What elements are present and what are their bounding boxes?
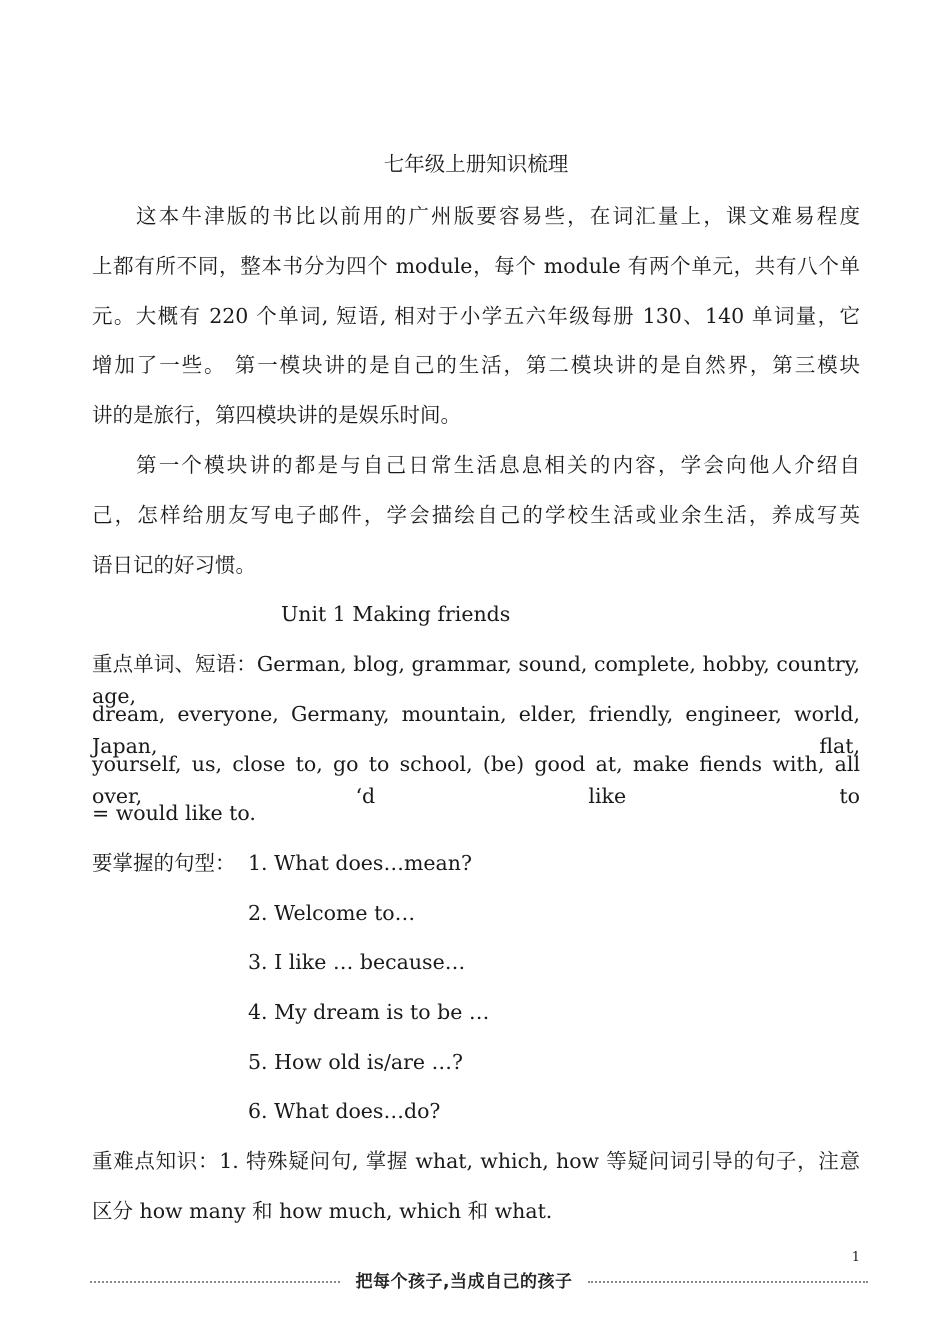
vocabulary-line: = would like to. [92, 801, 256, 825]
sentence-pattern-item: 1. What does…mean? [248, 851, 472, 875]
page-footer [90, 1272, 868, 1292]
intro-paragraph-line: 这本牛津版的书比以前用的广州版要容易些，在词汇量上，课文难易程度 [136, 204, 860, 228]
sentence-patterns-label: 要掌握的句型： [92, 851, 236, 875]
vocabulary-line: 重点单词、短语：German, blog, grammar, sound, complete, hobby, country, age, [92, 652, 860, 708]
sentence-pattern-item: 5. How old is/are …? [248, 1050, 464, 1074]
intro-paragraph-line: 元。大概有 220 个单词, 短语, 相对于小学五六年级每册 130、140 单词量，它 [92, 304, 860, 328]
module-paragraph-line: 己，怎样给朋友写电子邮件，学会描绘自己的学校生活或业余生活，养成写英 [92, 503, 860, 527]
vocabulary-line: yourself, us, close to, go to school, (be) good at, make fiends with, all over, ‘d like to [92, 752, 860, 808]
key-points-line: 重难点知识：1. 特殊疑问句, 掌握 what, which, how 等疑问词引导的句子，注意 [92, 1149, 860, 1173]
page-number: 1 [851, 1250, 860, 1265]
sentence-pattern-item: 3. I like … because… [248, 950, 466, 974]
vocabulary-line: dream, everyone, Germany, mountain, elder, friendly, engineer, world, Japan, flat, [92, 702, 860, 758]
sentence-pattern-item: 4. My dream is to be … [248, 1000, 490, 1024]
intro-paragraph-line: 增加了一些。 第一模块讲的是自己的生活，第二模块讲的是自然界，第三模块 [92, 353, 860, 377]
footer-slogan: 把每个孩子,当成自己的孩子 [355, 1272, 573, 1292]
key-points-line: 区分 how many 和 how much, which 和 what. [92, 1199, 553, 1223]
footer-divider-left [90, 1281, 340, 1283]
page-title: 七年级上册知识梳理 [383, 152, 569, 176]
intro-paragraph-line: 讲的是旅行，第四模块讲的是娱乐时间。 [92, 403, 461, 427]
footer-divider-right [588, 1281, 868, 1283]
sentence-pattern-item: 2. Welcome to… [248, 901, 416, 925]
module-paragraph-line: 第一个模块讲的都是与自己日常生活息息相关的内容，学会向他人介绍自 [136, 453, 860, 477]
module-paragraph-line: 语日记的好习惯。 [92, 553, 256, 577]
unit-heading: Unit 1 Making friends [281, 602, 511, 626]
intro-paragraph-line: 上都有所不同，整本书分为四个 module，每个 module 有两个单元，共有八个单 [92, 254, 860, 278]
sentence-pattern-item: 6. What does…do? [248, 1099, 441, 1123]
